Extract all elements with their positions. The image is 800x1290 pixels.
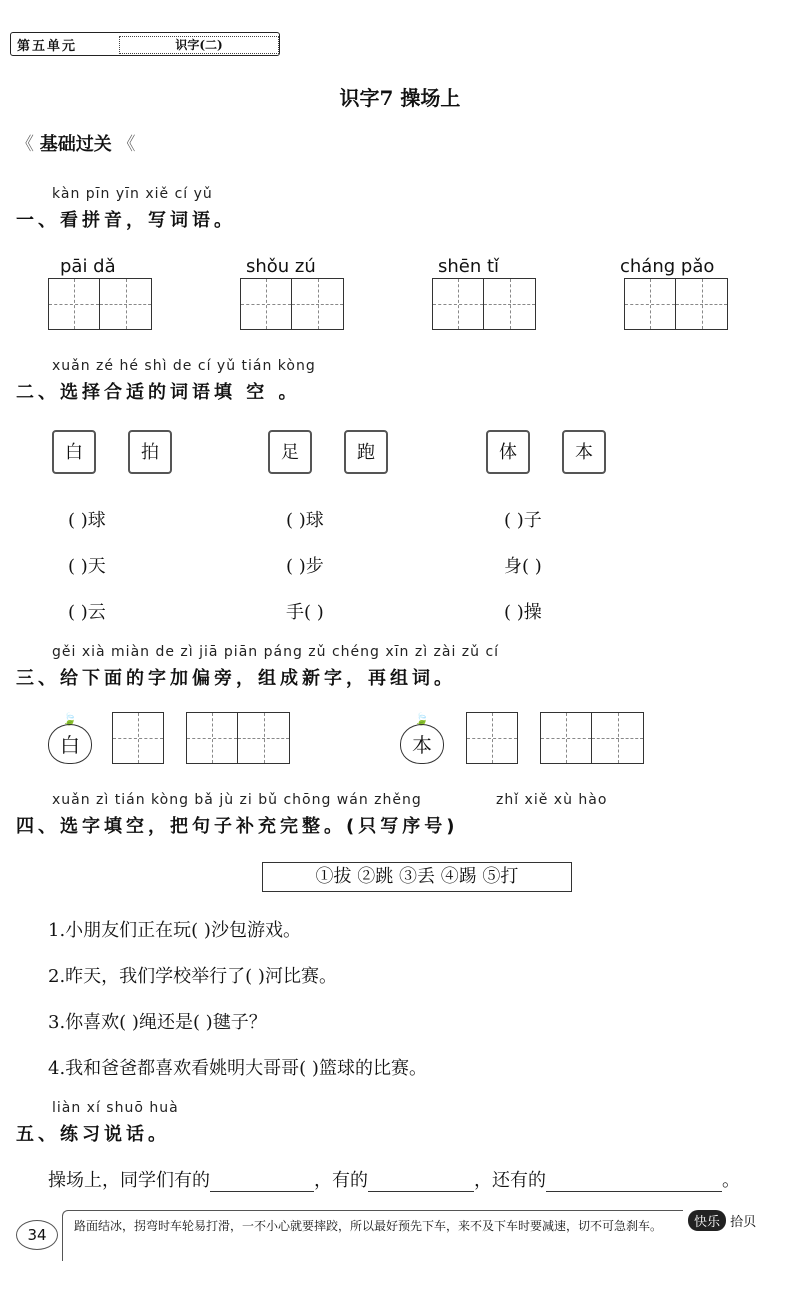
s1-label: 一、看拼音，写词语。 <box>16 210 236 231</box>
s2-blank[interactable]: 身( ) <box>504 556 542 577</box>
page-title: 识字7 操场上 <box>339 86 461 110</box>
tian-box[interactable] <box>466 712 518 764</box>
left-chevron-icon: 《 <box>16 134 40 155</box>
lesson-tag: 识字(二) <box>119 36 279 54</box>
unit-tag <box>10 32 280 56</box>
tian-box[interactable] <box>624 278 676 330</box>
s4-sentence[interactable]: 4.我和爸爸都喜欢看姚明大哥哥( )篮球的比赛。 <box>48 1058 427 1079</box>
tian-box[interactable] <box>292 278 344 330</box>
s2-blank[interactable]: ( )天 <box>68 556 106 577</box>
s5-text-3: ，还有的 <box>474 1170 546 1191</box>
logo-text: 拾贝 <box>730 1215 757 1230</box>
s4-label: 四、选字填空，把句子补充完整。(只写序号) <box>16 816 459 837</box>
s5-label: 五、练习说话。 <box>16 1124 170 1145</box>
s1-word-pinyin-2: shǒu zú <box>246 256 316 277</box>
s3-grid-pair-2[interactable] <box>540 712 644 764</box>
s4-sentence[interactable]: 1.小朋友们正在玩( )沙包游戏。 <box>48 920 301 941</box>
tian-box[interactable] <box>240 278 292 330</box>
s1-grid-4[interactable] <box>624 278 728 330</box>
tian-box[interactable] <box>676 278 728 330</box>
char-frame: 拍 <box>128 430 172 474</box>
logo-bubble: 快乐 <box>688 1210 726 1231</box>
apple-char: 本 <box>400 724 444 764</box>
banner-label: 基础过关 <box>39 134 112 155</box>
s3-label: 三、给下面的字加偏旁，组成新字，再组词。 <box>16 668 456 689</box>
s5-text-1: 操场上，同学们有的 <box>48 1170 210 1191</box>
s2-blank[interactable]: ( )操 <box>504 602 542 623</box>
char-frame: 白 <box>52 430 96 474</box>
tian-box[interactable] <box>238 712 290 764</box>
s2-blank[interactable]: ( )球 <box>286 510 324 531</box>
tian-box[interactable] <box>100 278 152 330</box>
s4-sentence[interactable]: 2.昨天，我们学校举行了( )河比赛。 <box>48 966 337 987</box>
s2-blank[interactable]: ( )步 <box>286 556 324 577</box>
s5-pinyin: liàn xí shuō huà <box>52 1100 179 1116</box>
s5-text-4: 。 <box>722 1170 740 1191</box>
s3-pinyin: gěi xià miàn de zì jiā piān páng zǔ chéng xīn zì zài zǔ cí <box>52 644 500 660</box>
s4-choices-box: ①拔 ②跳 ③丢 ④踢 ⑤打 <box>262 862 572 892</box>
s5-sentence <box>48 1166 740 1192</box>
s4-pinyin-b: zhǐ xiě xù hào <box>496 792 608 808</box>
footer <box>12 1210 788 1270</box>
right-chevron-icon: 《 <box>111 134 136 155</box>
tian-box[interactable] <box>432 278 484 330</box>
s1-grid-3[interactable] <box>432 278 536 330</box>
tian-box[interactable] <box>592 712 644 764</box>
answer-line[interactable] <box>210 1171 314 1192</box>
s1-pinyin: kàn pīn yīn xiě cí yǔ <box>52 186 213 202</box>
unit-label: 第五单元 <box>17 39 78 54</box>
s5-text-2: ，有的 <box>314 1170 368 1191</box>
s2-blank[interactable]: ( )云 <box>68 602 106 623</box>
s2-blank[interactable]: ( )子 <box>504 510 542 531</box>
logo <box>688 1210 778 1234</box>
footer-tip: 路面结冰，拐弯时车轮易打滑，一不小心就要摔跤，所以最好预先下车，来不及下车时要减速，切不可急刹车。 <box>74 1219 663 1233</box>
char-frame: 本 <box>562 430 606 474</box>
char-frame: 足 <box>268 430 312 474</box>
tian-box[interactable] <box>112 712 164 764</box>
s4-sentence[interactable]: 3.你喜欢( )绳还是( )毽子？ <box>48 1012 267 1033</box>
s2-pinyin: xuǎn zé hé shì de cí yǔ tián kòng <box>52 358 316 374</box>
tian-box[interactable] <box>48 278 100 330</box>
s2-blank[interactable]: ( )球 <box>68 510 106 531</box>
s1-grid-1[interactable] <box>48 278 152 330</box>
section-banner <box>16 130 135 156</box>
s2-label: 二、选择合适的词语填 空 。 <box>16 382 301 403</box>
answer-line[interactable] <box>546 1171 722 1192</box>
char-frame: 跑 <box>344 430 388 474</box>
page-number: 34 <box>16 1220 58 1250</box>
s1-word-pinyin-3: shēn tǐ <box>438 256 500 277</box>
tian-box[interactable] <box>540 712 592 764</box>
s2-blank[interactable]: 手( ) <box>286 602 324 623</box>
s1-grid-2[interactable] <box>240 278 344 330</box>
s4-pinyin-a: xuǎn zì tián kòng bǎ jù zi bǔ chōng wán zhěng <box>52 792 422 808</box>
s1-word-pinyin-1: pāi dǎ <box>60 256 116 277</box>
leaf-icon: 🍃 <box>414 712 429 726</box>
tian-box[interactable] <box>484 278 536 330</box>
apple-char: 白 <box>48 724 92 764</box>
s3-grid-pair-1[interactable] <box>186 712 290 764</box>
tian-box[interactable] <box>186 712 238 764</box>
s1-word-pinyin-4: cháng pǎo <box>620 256 715 277</box>
s3-grid-single-1[interactable] <box>112 712 164 768</box>
answer-line[interactable] <box>368 1171 474 1192</box>
s3-grid-single-2[interactable] <box>466 712 518 768</box>
leaf-icon: 🍃 <box>62 712 77 726</box>
char-frame: 体 <box>486 430 530 474</box>
